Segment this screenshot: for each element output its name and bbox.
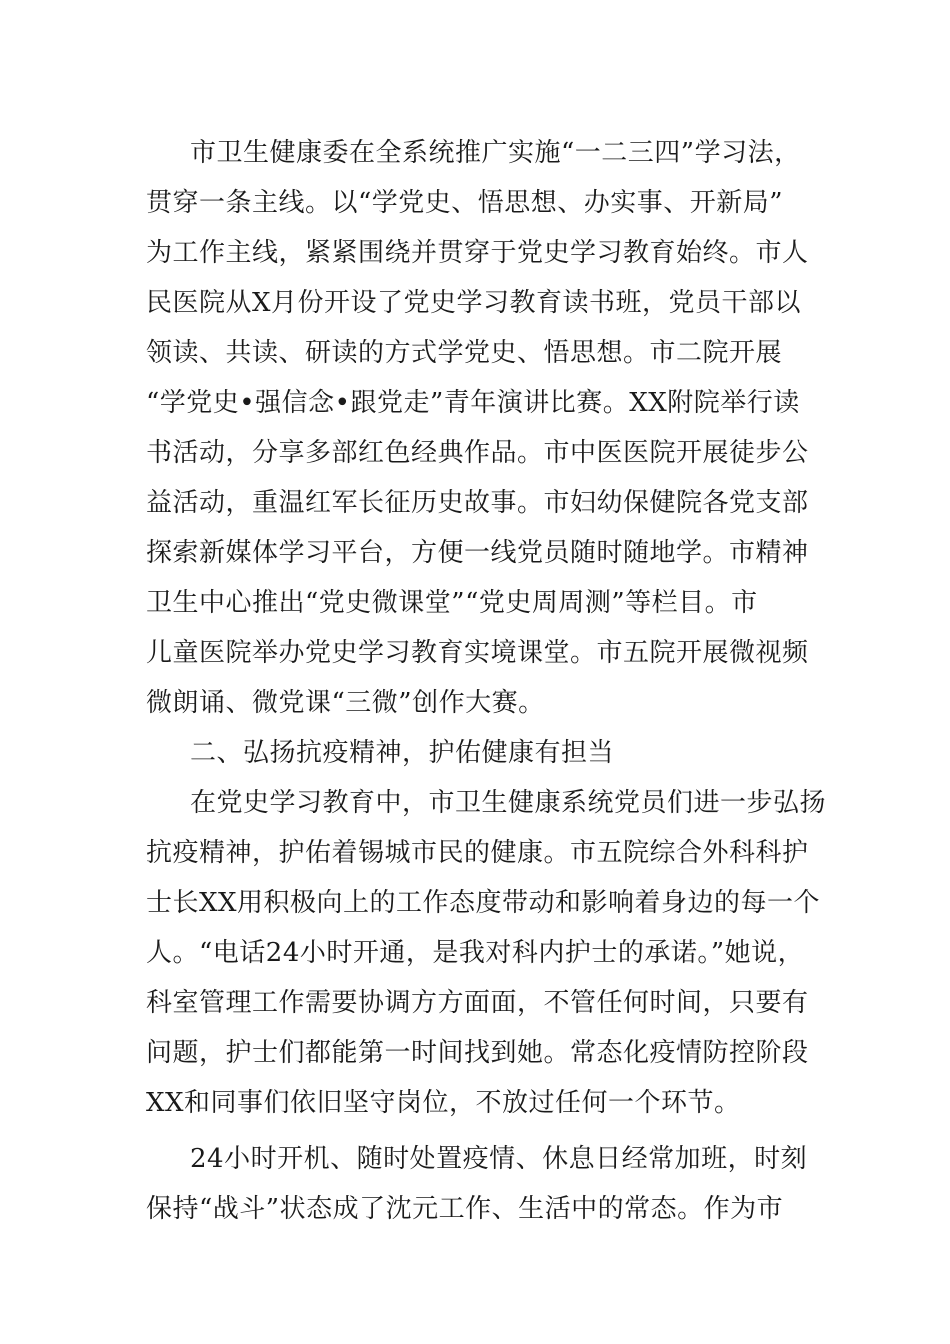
paragraph-line: 人。“电话24小时开通，是我对科内护士的承诺。”她说， — [146, 938, 805, 968]
paragraph-line: 探索新媒体学习平台，方便一线党员随时随地学。市精神 — [146, 538, 809, 568]
paragraph-line: 市卫生健康委在全系统推广实施“一二三四”学习法， — [190, 138, 801, 168]
paragraph-line: 贯穿一条主线。以“学党史、悟思想、办实事、开新局” — [146, 188, 784, 218]
paragraph-line: 为工作主线，紧紧围绕并贯穿于党史学习教育始终。市人 — [146, 238, 809, 268]
paragraph-1 — [146, 128, 836, 728]
paragraph-line: 儿童医院举办党史学习教育实境课堂。市五院开展微视频 — [146, 638, 809, 668]
paragraph-line: 24小时开机、随时处置疫情、休息日经常加班，时刻 — [190, 1144, 808, 1174]
document-body — [146, 128, 836, 1234]
paragraph-2 — [146, 778, 836, 1128]
paragraph-line: 书活动，分享多部红色经典作品。市中医医院开展徒步公 — [146, 438, 809, 468]
section-heading: 二、弘扬抗疫精神，护佑健康有担当 — [190, 738, 615, 768]
paragraph-line: XX和同事们依旧坚守岗位，不放过任何一个环节。 — [146, 1088, 741, 1118]
paragraph-line: 微朗诵、微党课“三微”创作大赛。 — [146, 688, 545, 718]
paragraph-line: 民医院从X月份开设了党史学习教育读书班，党员干部以 — [146, 288, 802, 318]
paragraph-line: 卫生中心推出“党史微课堂”“党史周周测”等栏目。市 — [146, 588, 758, 618]
paragraph-line: 在党史学习教育中，市卫生健康系统党员们进一步弘扬 — [190, 788, 827, 818]
paragraph-line: 抗疫精神，护佑着锡城市民的健康。市五院综合外科科护 — [146, 838, 809, 868]
paragraph-3 — [146, 1134, 836, 1234]
paragraph-line: 保持“战斗”状态成了沈元工作、生活中的常态。作为市 — [146, 1194, 784, 1224]
paragraph-line: 问题，护士们都能第一时间找到她。常态化疫情防控阶段 — [146, 1038, 809, 1068]
paragraph-line: 益活动，重温红军长征历史故事。市妇幼保健院各党支部 — [146, 488, 809, 518]
paragraph-line: “学党史•强信念•跟党走”青年演讲比赛。XX附院举行读 — [146, 388, 800, 418]
paragraph-line: 领读、共读、研读的方式学党史、悟思想。市二院开展 — [146, 338, 783, 368]
paragraph-line: 科室管理工作需要协调方方面面，不管任何时间，只要有 — [146, 988, 809, 1018]
paragraph-line: 士长XX用积极向上的工作态度带动和影响着身边的每一个 — [146, 888, 821, 918]
